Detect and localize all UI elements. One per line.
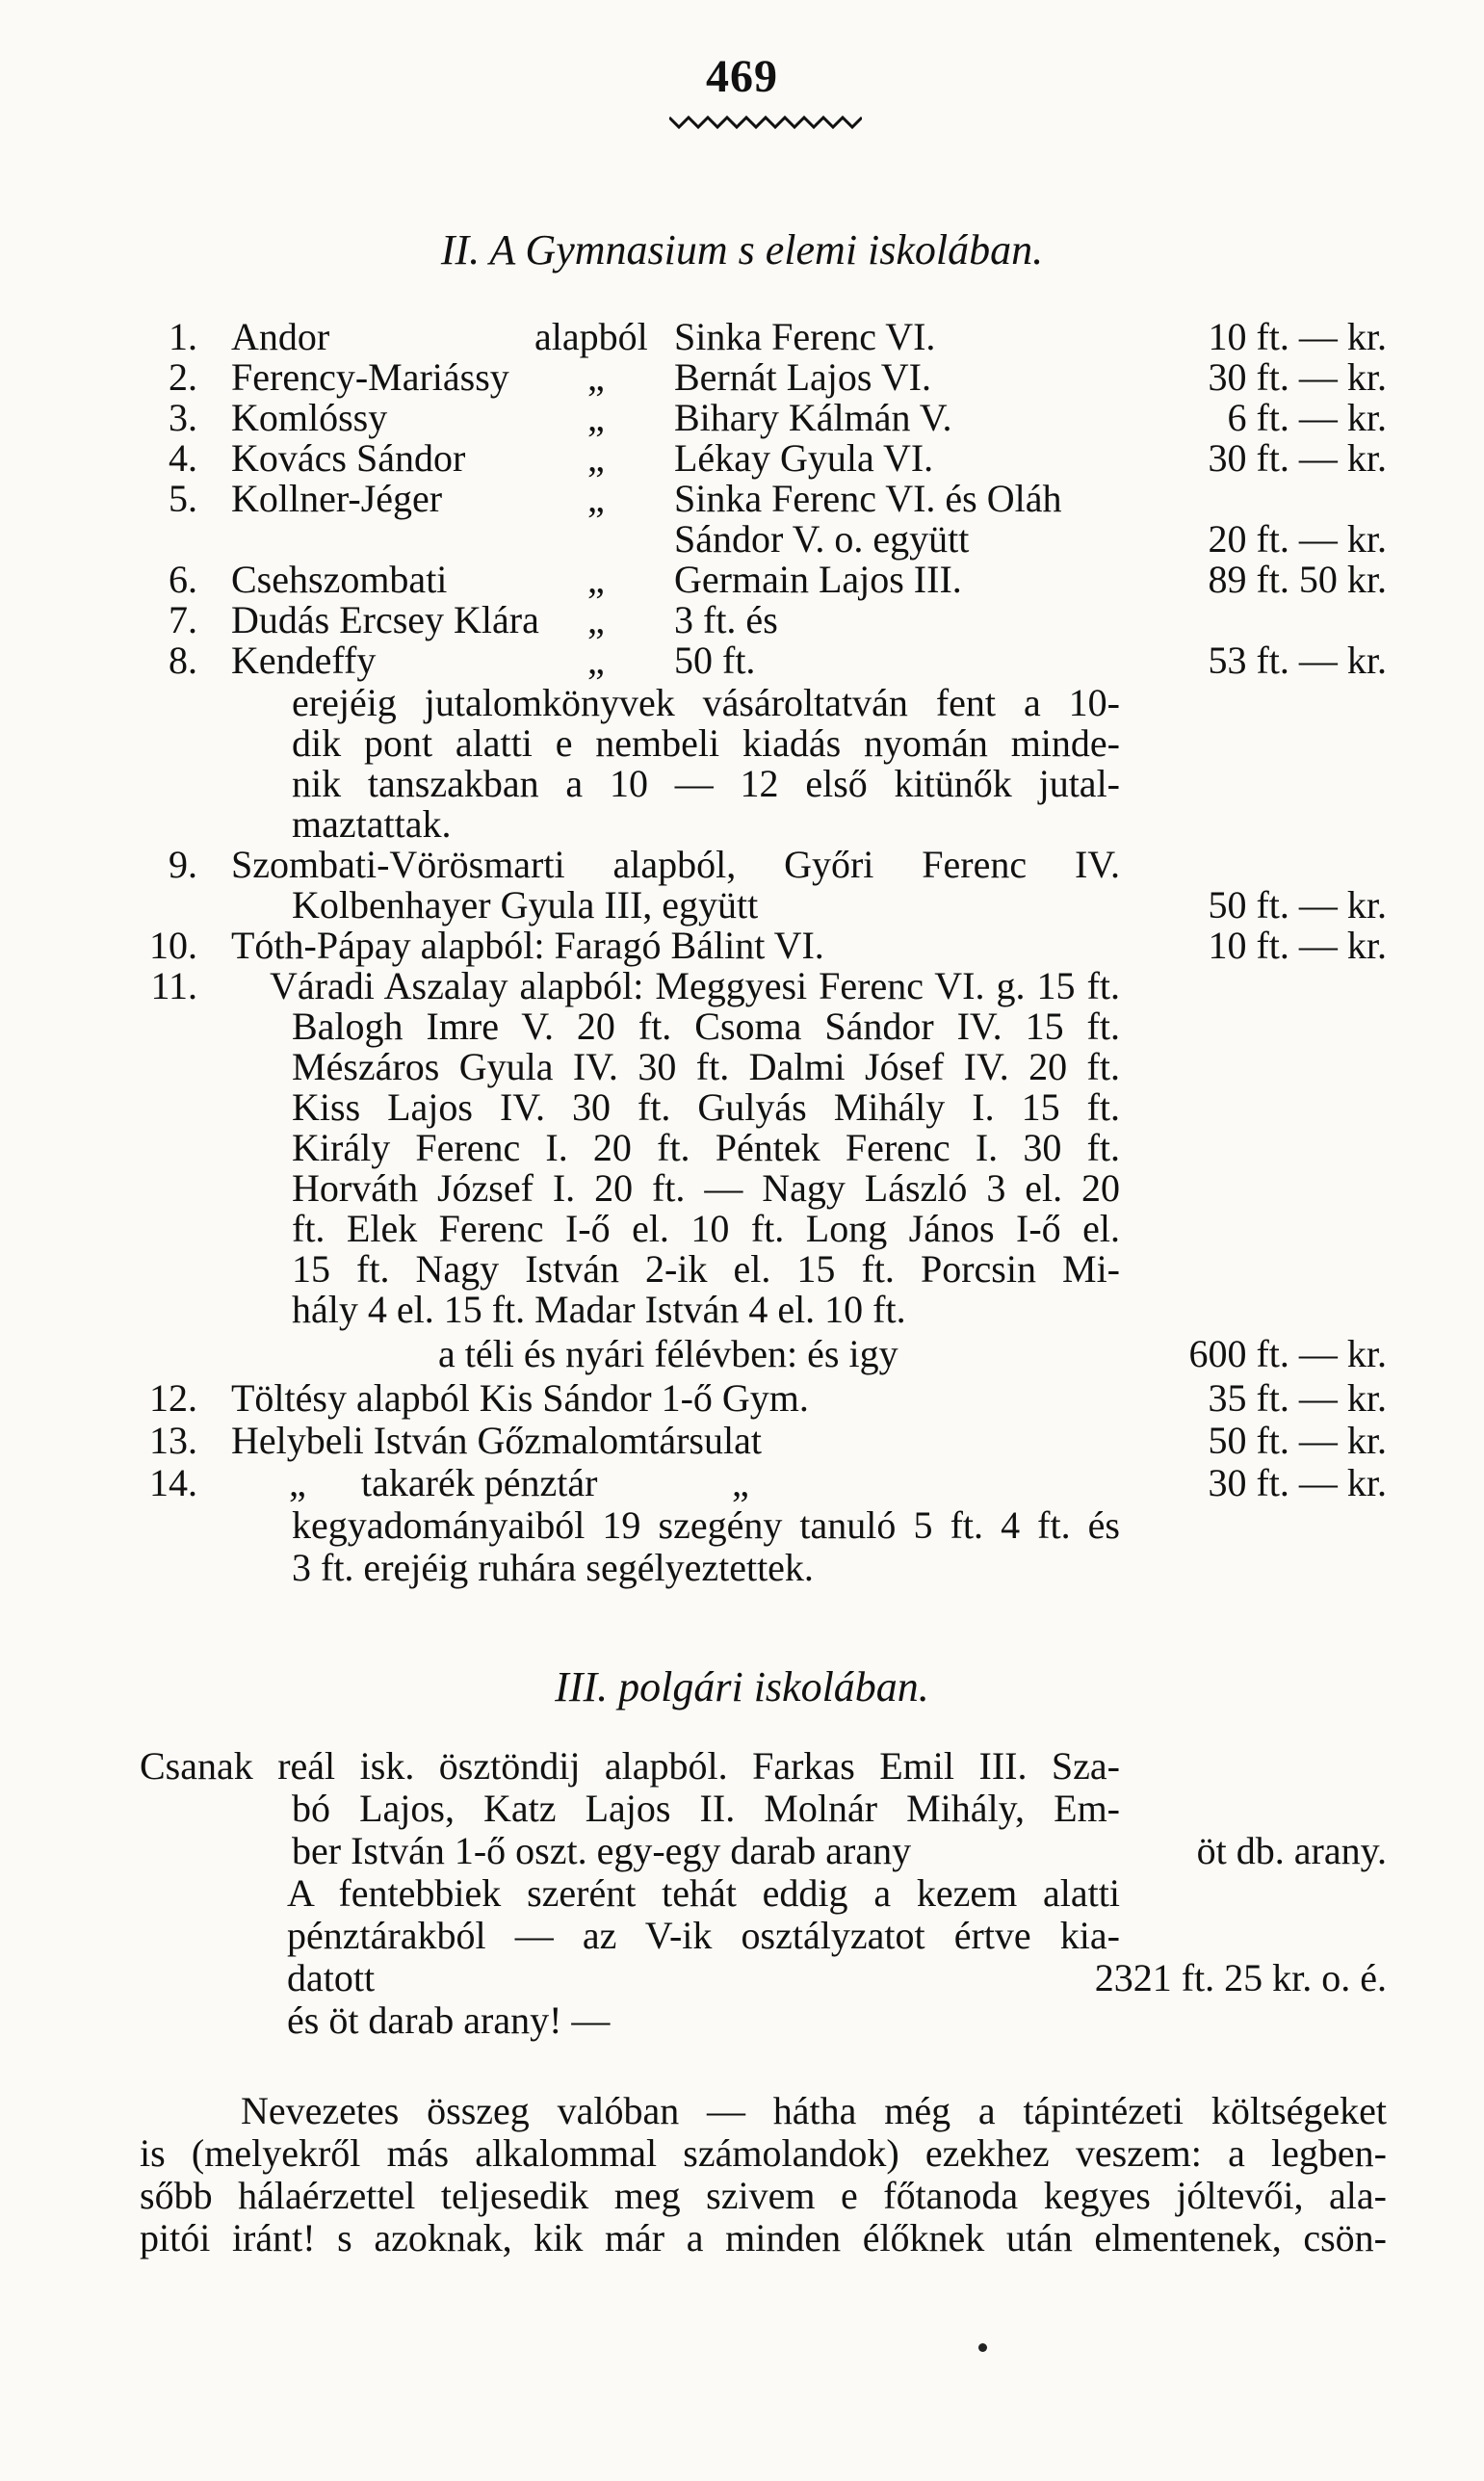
row-fund-name: Komlóssy: [231, 396, 388, 439]
row-amount: 6 ft. — kr.: [1227, 396, 1387, 439]
row-source: „: [587, 558, 605, 601]
item-9-amount: 50 ft. — kr.: [1208, 883, 1387, 927]
row-number: 6.: [169, 558, 197, 601]
note-8-line-4: maztattak.: [292, 802, 452, 846]
item-11-number: 11.: [150, 964, 197, 1007]
section-2-heading: II. A Gymnasium s elemi iskolában.: [440, 226, 1044, 274]
page-number: 469: [706, 51, 778, 102]
row-amount: 89 ft. 50 kr.: [1208, 558, 1387, 601]
closing-line-2: is (melyekről más alkalommal számolandok) ezekhez veszem: a legben-: [140, 2131, 1387, 2175]
note-8-line-1: erejéig jutalomkönyvek vásároltatván fent a 10-: [292, 681, 1120, 724]
row-amount: 30 ft. — kr.: [1208, 355, 1387, 399]
item-12-amount: 35 ft. — kr.: [1208, 1376, 1387, 1420]
item-14-line-2: 3 ft. erejéig ruhára segélyeztettek.: [292, 1546, 814, 1589]
row-fund-name: Kovács Sándor: [231, 436, 466, 480]
row-source: „: [587, 396, 605, 439]
row-recipient: Sinka Ferenc VI.: [674, 315, 936, 358]
item-9-line-2: Kolbenhayer Gyula III, együtt: [292, 883, 759, 927]
item-14-text: takarék pénztár: [361, 1461, 598, 1504]
row-recipient: Lékay Gyula VI.: [674, 436, 934, 480]
row-source: „: [587, 436, 605, 480]
note-8-line-3: nik tanszakban a 10 — 12 első kitünők jutal-: [292, 762, 1120, 805]
row-source: „: [587, 598, 605, 641]
row-amount: 10 ft. — kr.: [1208, 315, 1387, 358]
row-recipient: Bihary Kálmán V.: [674, 396, 952, 439]
row-number: 2.: [169, 355, 197, 399]
total-line-1: A fentebbiek szerént tehát eddig a kezem alatti: [287, 1871, 1120, 1915]
row-recipient: Sinka Ferenc VI. és Oláh: [674, 477, 1062, 520]
page-number-ornament: [669, 114, 862, 129]
item-9-number: 9.: [169, 843, 197, 886]
item-11-line-5: Király Ferenc I. 20 ft. Péntek Ferenc I. 30 ft.: [292, 1126, 1120, 1169]
item-14-ditto-1: „: [289, 1461, 306, 1504]
item-14-ditto-2: „: [732, 1461, 749, 1504]
closing-line-4: pitói iránt! s azoknak, kik már a minden élőknek után elmentenek, csön-: [140, 2216, 1387, 2259]
row-fund-name: Ferency-Mariássy: [231, 355, 509, 399]
total-line-3: datott: [287, 1956, 376, 1999]
row-source: „: [587, 477, 605, 520]
item-11-amount: 600 ft. — kr.: [1188, 1332, 1387, 1375]
total-line-2: pénztárakból — az V-ik osztályzatot értve kia-: [287, 1914, 1120, 1957]
note-8-line-2: dik pont alatti e nembeli kiadás nyomán minde-: [292, 721, 1120, 765]
closing-line-3: sőbb hálaérzettel teljesedik meg szivem e főtanoda kegyes jóltevői, ala-: [140, 2174, 1387, 2217]
row-source: „: [587, 639, 605, 682]
item-10-text: Tóth-Pápay alapból: Faragó Bálint VI.: [231, 924, 824, 967]
row-recipient: 3 ft. és: [674, 598, 778, 641]
row-amount: 30 ft. — kr.: [1208, 436, 1387, 480]
item-11-line-8: 15 ft. Nagy István 2-ik el. 15 ft. Porcsin Mi-: [292, 1247, 1120, 1291]
total-amount: 2321 ft. 25 kr. o. é.: [1094, 1956, 1387, 1999]
row-recipient: Bernát Lajos VI.: [674, 355, 931, 399]
row-fund-name: Kendeffy: [231, 639, 377, 682]
row-number: 1.: [169, 315, 197, 358]
print-speck: [978, 2343, 987, 2352]
row-number: 8.: [169, 639, 197, 682]
section-3-line-1: Csanak reál isk. ösztöndij alapból. Farkas Emil III. Sza-: [140, 1744, 1120, 1788]
item-11-line-6: Horváth József I. 20 ft. — Nagy László 3 el. 20: [292, 1166, 1120, 1210]
row-amount: 53 ft. — kr.: [1208, 639, 1387, 682]
row-recipient: 50 ft.: [674, 639, 756, 682]
total-tail: és öt darab arany! —: [287, 1998, 611, 2042]
row-number: 5.: [169, 477, 197, 520]
item-11-line-2: Balogh Imre V. 20 ft. Csoma Sándor IV. 15 ft.: [292, 1005, 1120, 1048]
row-recipient: Sándor V. o. együtt: [674, 517, 970, 561]
row-source: alapból: [534, 315, 648, 358]
closing-line-1: Nevezetes összeg valóban — hátha még a tápintézeti költségeket: [241, 2089, 1387, 2132]
row-fund-name: Csehszombati: [231, 558, 448, 601]
row-amount: 20 ft. — kr.: [1208, 517, 1387, 561]
row-fund-name: Andor: [231, 315, 330, 358]
section-3-line-3: ber István 1-ő oszt. egy-egy darab arany: [292, 1829, 912, 1872]
item-11-line-9: hály 4 el. 15 ft. Madar István 4 el. 10 ft.: [292, 1288, 906, 1331]
item-14-line-1: kegyadományaiból 19 szegény tanuló 5 ft. 4 ft. és: [292, 1503, 1120, 1547]
row-number: 7.: [169, 598, 197, 641]
row-number: 3.: [169, 396, 197, 439]
item-11-line-1: Váradi Aszalay alapból: Meggyesi Ferenc VI. g. 15 ft.: [270, 964, 1120, 1007]
item-11-line-4: Kiss Lajos IV. 30 ft. Gulyás Mihály I. 15 ft.: [292, 1085, 1120, 1129]
item-11-line-7: ft. Elek Ferenc I-ő el. 10 ft. Long János I-ő el.: [292, 1207, 1120, 1250]
item-13-number: 13.: [149, 1419, 197, 1462]
section-3-heading: III. polgári iskolában.: [555, 1663, 929, 1711]
row-number: 4.: [169, 436, 197, 480]
item-14-number: 14.: [149, 1461, 197, 1504]
item-13-amount: 50 ft. — kr.: [1208, 1419, 1387, 1462]
section-3-amount: öt db. arany.: [1196, 1829, 1387, 1872]
row-recipient: Germain Lajos III.: [674, 558, 962, 601]
row-source: „: [587, 355, 605, 399]
item-10-amount: 10 ft. — kr.: [1208, 924, 1387, 967]
section-3-line-2: bó Lajos, Katz Lajos II. Molnár Mihály, Em-: [292, 1787, 1120, 1830]
item-12-number: 12.: [149, 1376, 197, 1420]
item-9-line-1: Szombati-Vörösmarti alapból, Győri Ferenc IV.: [231, 843, 1120, 886]
item-11-summary: a téli és nyári félévben: és igy: [438, 1332, 898, 1375]
item-10-number: 10.: [149, 924, 197, 967]
item-11-line-3: Mészáros Gyula IV. 30 ft. Dalmi Jósef IV. 20 ft.: [292, 1045, 1120, 1088]
row-fund-name: Dudás Ercsey Klára: [231, 598, 539, 641]
item-12-text: Töltésy alapból Kis Sándor 1-ő Gym.: [231, 1376, 809, 1420]
item-14-amount: 30 ft. — kr.: [1208, 1461, 1387, 1504]
row-fund-name: Kollner-Jéger: [231, 477, 443, 520]
item-13-text: Helybeli István Gőzmalomtársulat: [231, 1419, 762, 1462]
